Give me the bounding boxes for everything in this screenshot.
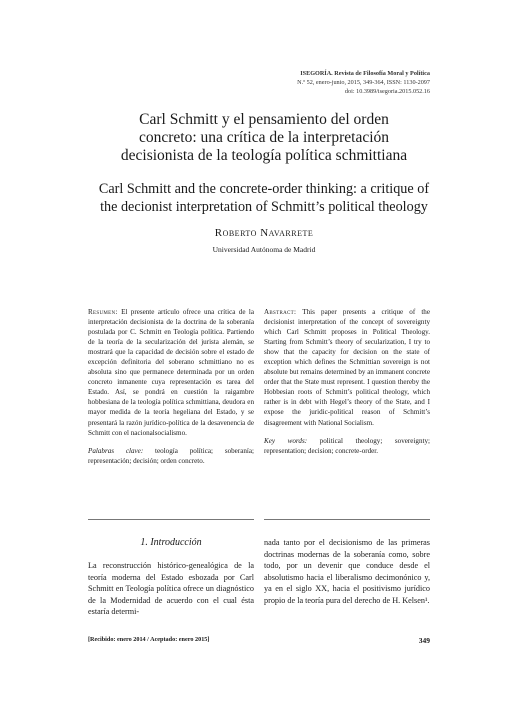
page-number: 349 [418, 636, 430, 645]
body-text-right-column [264, 537, 430, 606]
abstract-spanish-text: El presente artículo ofrece una crítica de la interpretación decisionista de la doctrina de la soberanía postulada por C. Schmitt en Teología política. Partiendo de la teoría de la secularización del jurista alemán, se mostrará que la capacidad de decisión sobre el estado de excepción definitoria del soberano schmittiano no es absoluta sino que permanece determinada por un orden concreto inmanente cuya representación es tarea del Estado. Así, se pondrá en cuestión la raigambre hobbesiana de la teología política schmittiana, deudora en mayor medida de la teoría hegeliana del Estado, y se presentará la razón jurídico-política de la desavenencia de Schmitt con el nacionalsocialismo. [88, 308, 254, 437]
doi-line: doi: 10.3989/isegoria.2015.052.16 [344, 88, 430, 95]
journal-name-line: ISEGORÍA. Revista de Filosofía Moral y Política [300, 70, 430, 77]
keywords-spanish-lead: Palabras clave: [88, 446, 144, 455]
abstract-english-lead: Abstract: [264, 308, 297, 316]
body-paragraph-left: La reconstrucción histórico-genealógica de la teoría moderna del Estado esbozada por Carl Schmitt en Teología política ofrece un diagnóstico de la Modernidad de acuerdo con el cual ésta estaría determi- [88, 561, 254, 616]
spanish-title-line-1: Carl Schmitt y el pensamiento del orden [139, 111, 389, 128]
english-title-line-2: the decionist interpretation of Schmitt’s political theology [100, 199, 428, 215]
abstract-spanish-lead: Resumen: [88, 308, 118, 316]
spanish-title-line-3: decisionista de la teología política schmittiana [120, 147, 408, 164]
keywords-spanish: teología política; soberanía; representación; decisión; orden concreto. [88, 446, 254, 465]
spanish-title-line-2: concreto: una crítica de la interpretación [138, 129, 390, 146]
journal-header [297, 69, 430, 96]
body-paragraph-right: nada tanto por el decisionismo de las primeras doctrinas modernas de la soberanía como, sobre todo, por un devenir que conduce desde el absolutismo hacia el liberalismo decimonónico y, ya en el siglo XX, hacia el positivismo jurídico propio de la teoría pura del derecho de H. Kelsen¹. [264, 538, 430, 605]
english-title-line-1: Carl Schmitt and the concrete-order thinking: a critique of [98, 181, 430, 197]
english-title [60, 180, 468, 216]
author-affiliation: Universidad Autónoma de Madrid [212, 245, 316, 254]
keywords-english-lead: Key words: [264, 436, 308, 445]
keywords-english: political theology; sovereignty; representation; decision; concrete-order. [264, 436, 430, 455]
abstract-divider-right [264, 519, 430, 520]
abstract-divider-left [88, 519, 254, 520]
issue-line: N.º 52, enero-junio, 2015, 349-364, ISSN: 1130-2097 [297, 79, 430, 86]
spanish-title [60, 111, 468, 165]
abstract-english [264, 307, 430, 456]
section-heading: 1. Introducción [140, 537, 202, 548]
abstract-spanish [88, 307, 254, 466]
author-name: Roberto Navarrete [214, 227, 314, 239]
abstract-english-text: This paper presents a critique of the decisionist interpretation of the concept of sovereignty which Carl Schmitt proposes in Political Theology. Starting from Schmitt’s theory of secularization, I try to show that the capacity for decision on the state of exception which defines the Schmittian sovereign is not absolute but remains determined by an immanent concrete order that the State must represent. I question thereby the Hobbesian roots of Schmitt’s political theology, which rather is in debt with Hegel’s theory of the State, and I expose the juridic-political reason of Schmitt’s disagreement with National Socialism. [264, 308, 430, 427]
body-text-left-column [88, 560, 254, 618]
received-accepted-dates: [Recibido: enero 2014 / Aceptado: enero 2015] [88, 636, 210, 643]
